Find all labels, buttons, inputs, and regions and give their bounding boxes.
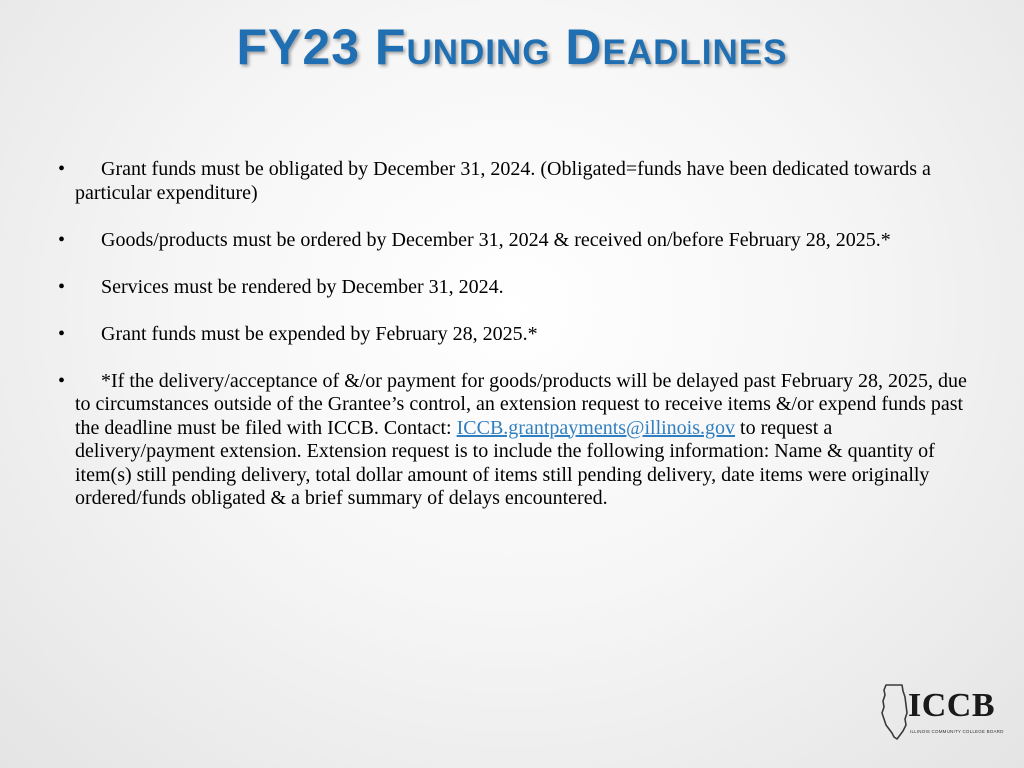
slide-title: FY23 Funding Deadlines (236, 19, 788, 75)
logo-name: ICCB (908, 687, 996, 724)
bullet-marker: • (58, 275, 66, 298)
contact-email-link[interactable]: ICCB.grantpayments@illinois.gov (456, 416, 736, 439)
bullet-item-expended (58, 323, 968, 347)
bullet-text: Grant funds must be expended by February 28, 2025.* (101, 322, 538, 345)
bullet-item-services (58, 276, 968, 300)
bullet-item-goods (58, 229, 968, 253)
bullet-marker: • (58, 158, 66, 180)
extension-text-after: to request a delivery/payment extension. Extension request is to include the following information: Name & quantity of item(s) still pending delivery, total dollar amount of items still pending delivery, date items were originally ordered/funds obligated & a brief summary of delays encountered. (75, 416, 935, 509)
iccb-logo (880, 683, 1010, 743)
bullet-marker: • (58, 322, 66, 345)
bullet-text (75, 370, 968, 511)
bullet-marker: • (58, 369, 66, 392)
bullet-item-obligation (58, 158, 968, 205)
bullet-text: Grant funds must be obligated by December 31, 2024. (Obligated=funds have been dedicated towards a particular expenditure) (75, 158, 931, 204)
bullet-text: Goods/products must be ordered by December 31, 2024 & received on/before February 28, 2025.* (101, 228, 891, 251)
illinois-state-outline-icon (880, 683, 910, 741)
bullet-text: Services must be rendered by December 31, 2024. (101, 275, 504, 298)
bullet-marker: • (58, 228, 66, 251)
logo-subtitle: ILLINOIS COMMUNITY COLLEGE BOARD (910, 729, 1004, 734)
extension-text-before: *If the delivery/acceptance of &/or payment for goods/products will be delayed past February 28, 2025, due to circumstances outside of the Grantee’s control, an extension request to receive items &/or expend funds past the deadline must be filed with ICCB. Contact: (75, 369, 967, 439)
bullet-list (58, 158, 968, 534)
bullet-item-extension (58, 370, 968, 511)
